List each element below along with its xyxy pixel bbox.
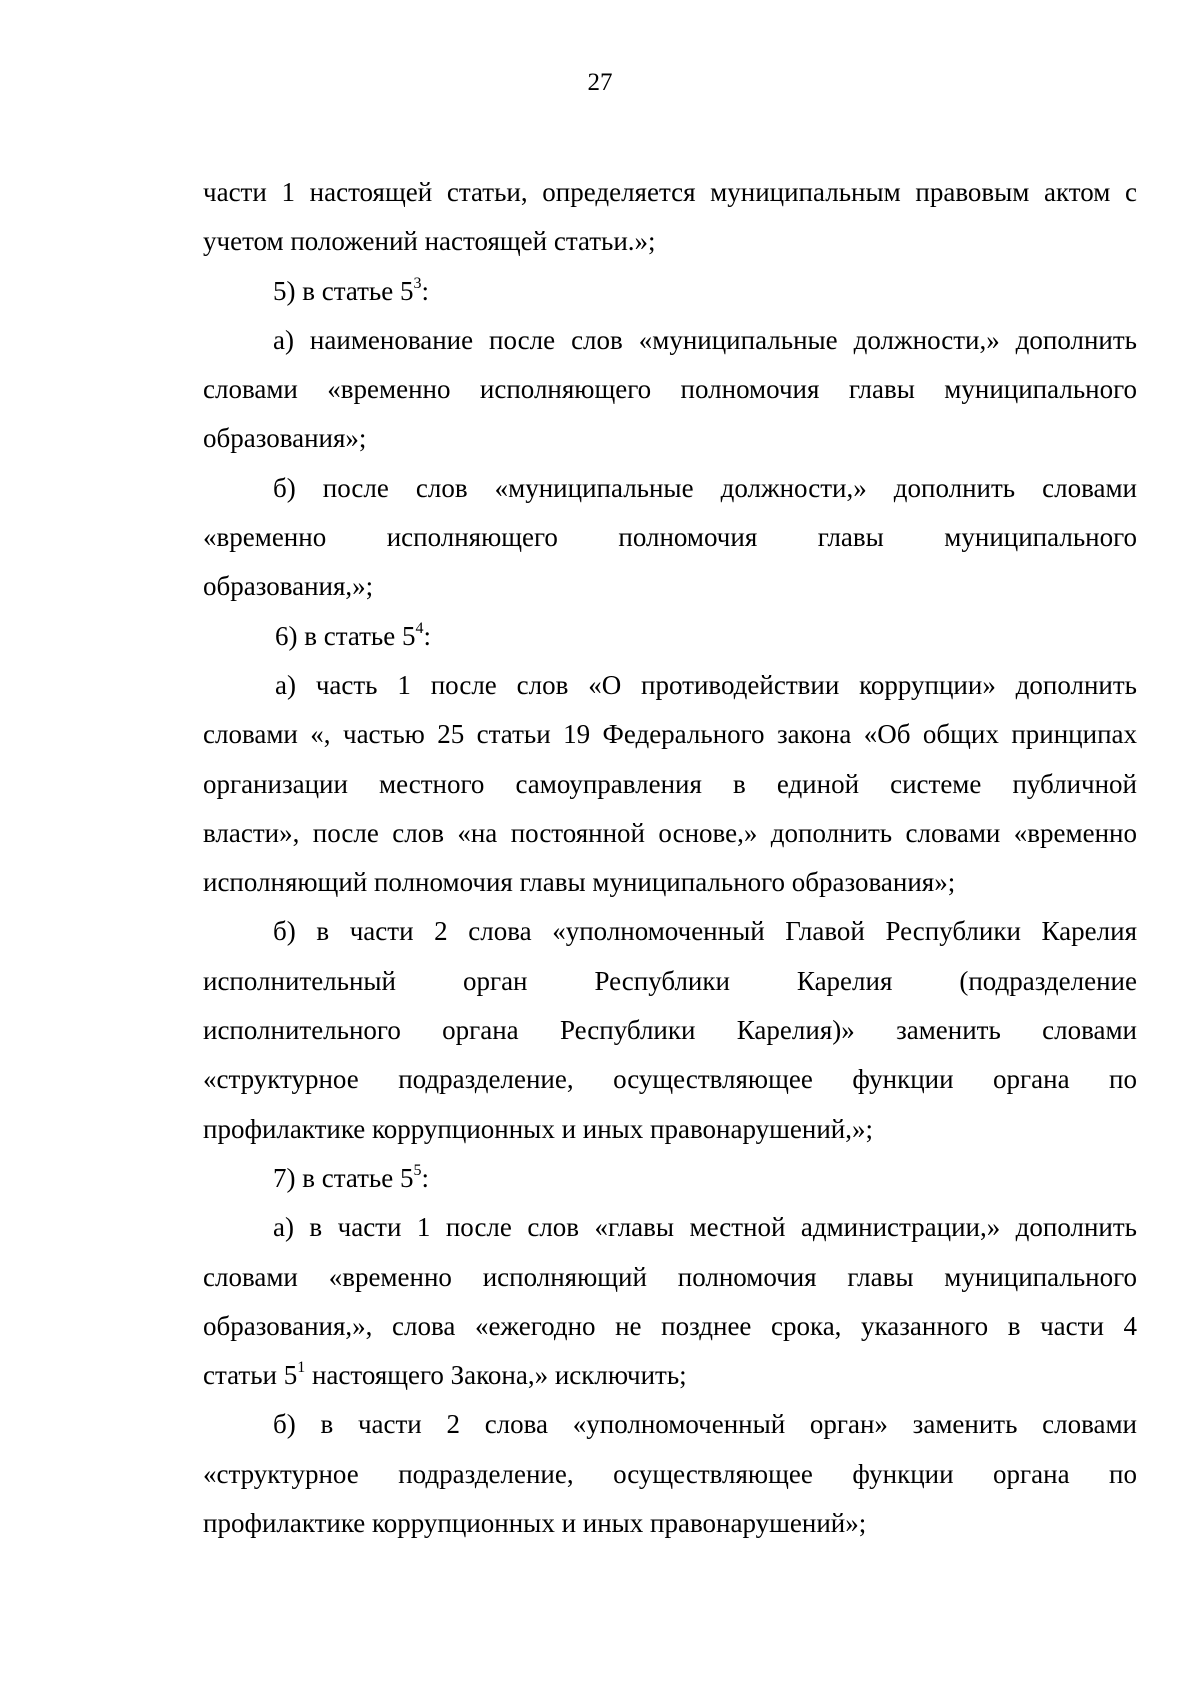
text-line: профилактике коррупционных и иных правонарушений,»; — [203, 1113, 874, 1144]
document-body — [203, 168, 1137, 1548]
superscript: 3 — [413, 274, 422, 292]
page-number: 27 — [587, 69, 613, 96]
text-line: а) часть 1 после слов «О противодействии коррупции» дополнить — [275, 669, 1137, 700]
text-line: образования,», слова «ежегодно не позднее срока, указанного в части 4 — [203, 1310, 1137, 1341]
text-line: образования»; — [203, 423, 367, 454]
text-line: б) в части 2 слова «уполномоченный орган» заменить словами — [273, 1409, 1137, 1440]
text-line: словами «временно исполняющего полномочия главы муниципального — [203, 374, 1137, 405]
list-item-5 — [203, 267, 1137, 316]
text-line: а) в части 1 после слов «главы местной администрации,» дополнить — [273, 1212, 1137, 1243]
text-line: исполнительного органа Республики Карелия)» заменить словами — [203, 1015, 1137, 1046]
text-line: власти», после слов «на постоянной основе,» дополнить словами «временно — [203, 817, 1137, 848]
text-line: б) после слов «муниципальные должности,» дополнить словами — [273, 472, 1137, 503]
text-line: 6) в статье 5 — [275, 620, 416, 651]
text-line: части 1 настоящей статьи, определяется муниципальным правовым актом с — [203, 177, 1137, 207]
text-line: : — [423, 620, 431, 651]
text-line: словами «, частью 25 статьи 19 Федерального закона «Об общих принципах — [203, 719, 1137, 750]
text-line-with-superscript — [203, 1351, 1137, 1400]
list-item-7 — [203, 1154, 1137, 1203]
text-line: статьи 5 — [203, 1360, 298, 1391]
text-line: : — [421, 1162, 429, 1193]
text-line: профилактике коррупционных и иных правонарушений»; — [203, 1508, 867, 1539]
list-item-6 — [203, 612, 1137, 661]
superscript: 1 — [297, 1359, 306, 1377]
text-line: учетом положений настоящей статьи.»; — [203, 226, 656, 257]
text-line: «структурное подразделение, осуществляющее функции органа по — [203, 1064, 1137, 1095]
text-line: организации местного самоуправления в единой системе публичной — [203, 768, 1137, 799]
text-line: 7) в статье 5 — [273, 1162, 414, 1193]
text-line: настоящего Закона,» исключить; — [305, 1360, 687, 1391]
text-line: : — [421, 275, 429, 306]
text-line: б) в части 2 слова «уполномоченный Главой Республики Карелия — [273, 916, 1137, 947]
text-line: исполнительный орган Республики Карелия (подразделение — [203, 965, 1137, 996]
text-line: словами «временно исполняющий полномочия главы муниципального — [203, 1261, 1137, 1292]
text-line: исполняющий полномочия главы муниципального образования»; — [203, 867, 956, 898]
text-line: «временно исполняющего полномочия главы муниципального — [203, 522, 1137, 553]
superscript: 5 — [413, 1161, 422, 1179]
text-line: «структурное подразделение, осуществляющее функции органа по — [203, 1458, 1137, 1489]
text-line: а) наименование после слов «муниципальные должности,» дополнить — [273, 324, 1137, 355]
superscript: 4 — [415, 619, 424, 637]
text-line: 5) в статье 5 — [273, 275, 414, 306]
text-line: образования,»; — [203, 571, 374, 602]
